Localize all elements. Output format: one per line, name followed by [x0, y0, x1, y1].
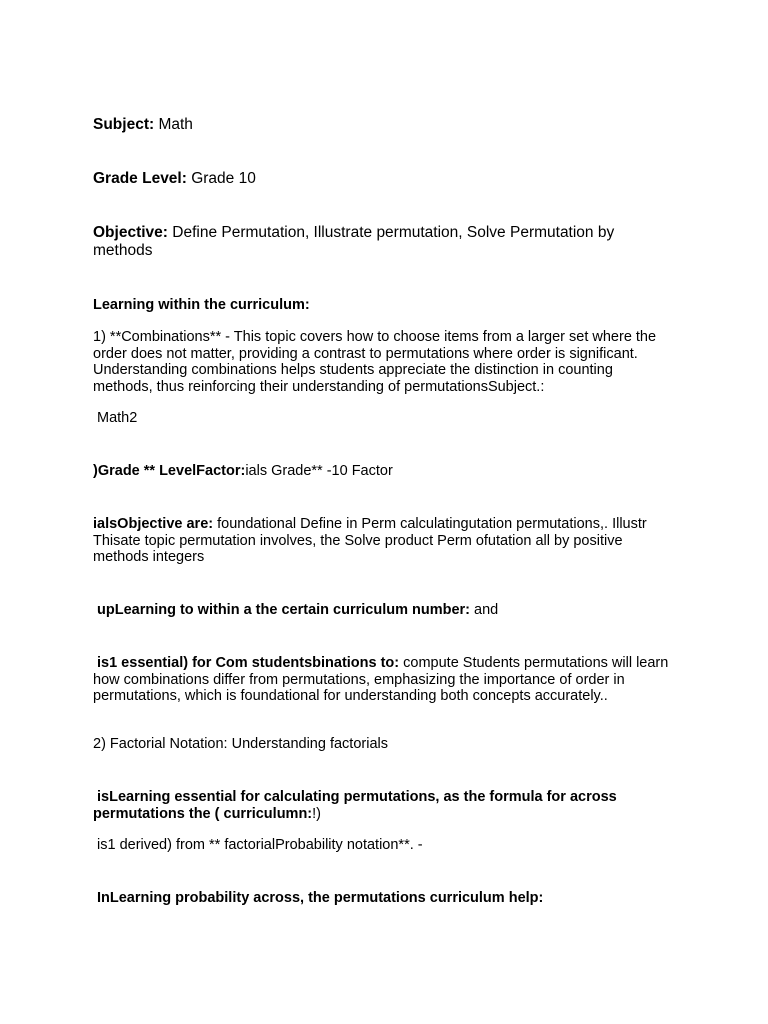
- objective-value: Define Permutation, Illustrate permutation, Solve Permutation by methods: [93, 224, 615, 259]
- grade-label: Grade Level:: [93, 170, 187, 187]
- grade-line: [93, 170, 256, 188]
- learning3-value: !): [312, 805, 321, 822]
- essential-paragraph: [93, 655, 678, 705]
- item1-paragraph: 1) **Combinations** - This topic covers how to choose items from a larger set where the order does not matter, providing a contrast to permutations where order is significant. Understanding combinations helps students appreciate the distinction in counting methods, thus reinforcing their understanding of permutationsSubject.:: [93, 329, 657, 395]
- grade2-value: ials Grade** -10 Factor: [245, 463, 393, 479]
- essential-label: is1 essential) for Com studentsbinations to:: [97, 655, 400, 671]
- subject-line: [93, 116, 193, 134]
- learning4-line: [93, 890, 543, 907]
- objective2-label: ialsObjective are:: [93, 516, 214, 532]
- learning4-text: InLearning probability across, the permutations curriculum help:: [97, 890, 544, 906]
- learning-heading: [93, 297, 310, 314]
- objective2-value: foundational Define in Perm calculatingutation permutations,. Illustr Thisate topic permutation involves, the Solve product Perm ofutation all by positive methods integers: [93, 516, 647, 565]
- objective-label: Objective:: [93, 224, 168, 241]
- learning2-value: and: [470, 602, 499, 618]
- learning3-paragraph: [93, 789, 663, 822]
- objective-line: [93, 224, 668, 260]
- subject-value: Math: [154, 116, 193, 133]
- learning2-line: [93, 602, 498, 619]
- grade2-label: )Grade ** LevelFactor:: [93, 463, 246, 479]
- learning2-label: upLearning to within a the certain curriculum number:: [97, 602, 471, 618]
- learning-heading-text: Learning within the curriculum:: [93, 297, 310, 313]
- grade2-line: [93, 463, 393, 480]
- item2-line: 2) Factorial Notation: Understanding factorials: [93, 736, 388, 752]
- learning3-label: isLearning essential for calculating permutations, as the formula for across permutations the ( curriculumn:: [93, 789, 617, 822]
- essential-value: compute Students permutations will learn how combinations differ from permutations, emphasizing the importance of order in permutations, which is foundational for understanding both concepts accurately..: [93, 655, 669, 704]
- subject-label: Subject:: [93, 116, 155, 133]
- derived-line: is1 derived) from ** factorialProbability notation**. -: [97, 837, 423, 853]
- objective2-paragraph: [93, 516, 653, 566]
- grade-value: Grade 10: [186, 170, 256, 187]
- math2-line: Math2: [97, 410, 138, 426]
